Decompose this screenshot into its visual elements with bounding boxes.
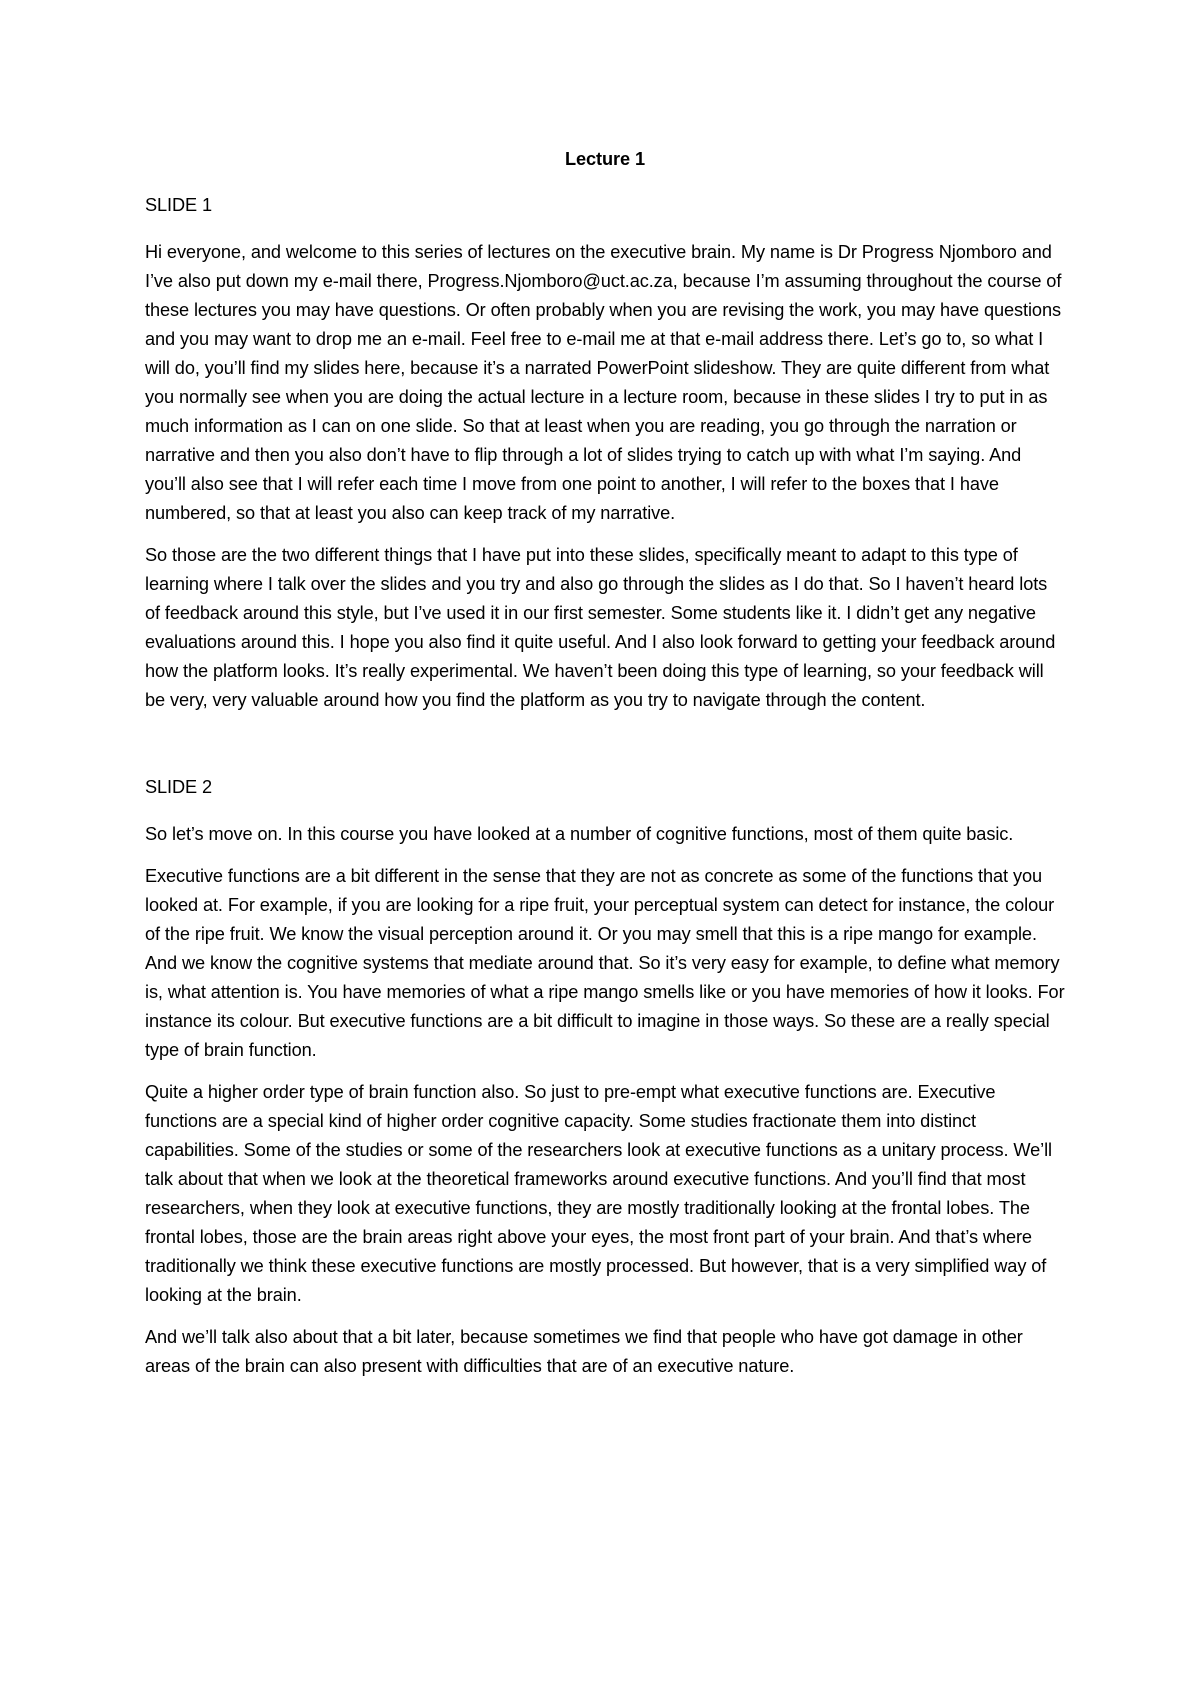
slide-2-paragraph-2: Executive functions are a bit different in the sense that they are not as concrete as some of the functions that you looked at. For example, if you are looking for a ripe fruit, your perceptual system can detect for instance, the colour of the ripe fruit. We know the visual perception around it. Or you may smell that this is a ripe mango for example. And we know the cognitive systems that mediate around that. So it’s very easy for example, to define what memory is, what attention is. You have memories of what a ripe mango smells like or you have memories of how it looks. For instance its colour. But executive functions are a bit difficult to imagine in those ways. So these are a really special type of brain function. [145,866,1065,1060]
slide-1-paragraph-2: So those are the two different things that I have put into these slides, specifically meant to adapt to this type of learning where I talk over the slides and you try and also go through the slides as I do that. So I haven’t heard lots of feedback around this style, but I’ve used it in our first semester. Some students like it. I didn’t get any negative evaluations around this. I hope you also find it quite useful. And I also look forward to getting your feedback around how the platform looks. It’s really experimental. We haven’t been doing this type of learning, so your feedback will be very, very valuable around how you find the platform as you try to navigate through the content. [145,545,1056,710]
slide-1-paragraph-1: Hi everyone, and welcome to this series of lectures on the executive brain. My name is Dr Progress Njomboro and I’ve also put down my e-mail there, Progress.Njomboro@uct.ac.za, because I’m assuming throughout the course of these lectures you may have questions. Or often probably when you are revising the work, you may have questions and you may want to drop me an e-mail. Feel free to e-mail me at that e-mail address there. Let’s go to, so what I will do, you’ll find my slides here, because it’s a narrated PowerPoint slideshow. They are quite different from what you normally see when you are doing the actual lecture in a lecture room, because in these slides I try to put in as much information as I can on one slide. So that at least when you are reading, you go through the narration or narrative and then you also don’t have to flip through a lot of slides trying to catch up with what I’m saying. And you’ll also see that I will refer each time I move from one point to another, I will refer to the boxes that I have numbered, so that at least you also can keep track of my narrative. [145,242,1062,523]
slide-2-paragraph-1: So let’s move on. In this course you have looked at a number of cognitive functions, most of them quite basic. [145,824,1014,844]
document-title: Lecture 1 [565,149,645,169]
slide-1-heading: SLIDE 1 [145,195,213,215]
document-body [145,145,1065,1394]
slide-2-paragraph-4: And we’ll talk also about that a bit later, because sometimes we find that people who have got damage in other areas of the brain can also present with difficulties that are of an executive nature. [145,1327,1023,1376]
slide-2-heading: SLIDE 2 [145,777,213,797]
slide-2-paragraph-3: Quite a higher order type of brain function also. So just to pre-empt what executive functions are. Executive functions are a special kind of higher order cognitive capacity. Some studies fractionate them into distinct capabilities. Some of the studies or some of the researchers look at executive functions as a unitary process. We’ll talk about that when we look at the theoretical frameworks around executive functions. And you’ll find that most researchers, when they look at executive functions, they are mostly traditionally looking at the frontal lobes. The frontal lobes, those are the brain areas right above your eyes, the most front part of your brain. And that’s where traditionally we think these executive functions are mostly processed. But however, that is a very simplified way of looking at the brain. [145,1082,1052,1305]
